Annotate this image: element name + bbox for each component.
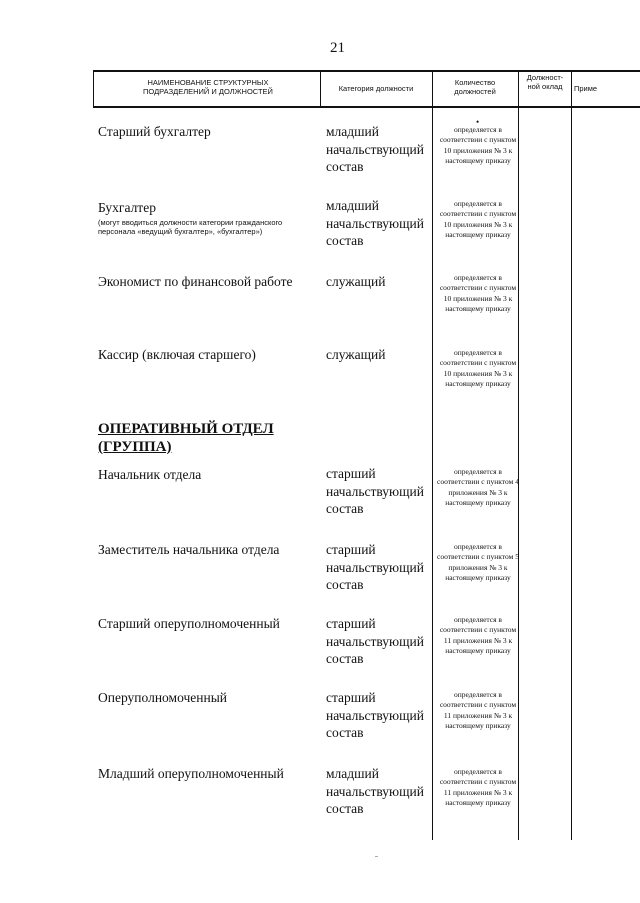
position-name: Старший оперуполномоченный: [98, 616, 280, 631]
position-quantity: определяется в соответствии с пунктом 11 приложения № 3 к настоящему приказу: [439, 690, 517, 730]
header-note: Приме: [574, 84, 598, 93]
position-quantity: определяется в соответствии с пунктом 4 приложения № 3 к настоящему приказу: [437, 467, 519, 507]
position-quantity: определяется в соответствии с пунктом 5 приложения № 3 к настоящему приказу: [437, 542, 519, 582]
position-quantity: определяется в соответствии с пунктом 10 приложения № 3 к настоящему приказу: [439, 125, 517, 165]
header-bottom-border: [93, 106, 640, 108]
position-name: Старший бухгалтер: [98, 124, 211, 139]
position-category: старший начальствующий состав: [326, 690, 424, 740]
header-quantity: Количество должностей: [454, 78, 496, 96]
position-category: старший начальствующий состав: [326, 542, 424, 592]
position-quantity: определяется в соответствии с пунктом 10 приложения № 3 к настоящему приказу: [439, 199, 517, 239]
scan-speck: [375, 856, 378, 857]
page-number: 21: [330, 40, 345, 56]
position-name: Младший оперуполномоченный: [98, 766, 284, 781]
position-name: Заместитель начальника отдела: [98, 542, 280, 557]
position-category: младший начальствующий состав: [326, 766, 424, 816]
position-quantity: определяется в соответствии с пунктом 10 приложения № 3 к настоящему приказу: [439, 348, 517, 388]
position-category: младший начальствующий состав: [326, 198, 424, 248]
position-category: служащий: [326, 347, 386, 362]
position-category: младший начальствующий состав: [326, 124, 424, 174]
position-name: Оперуполномоченный: [98, 690, 228, 705]
header-salary: Должност-ной оклад: [526, 73, 564, 91]
table-top-border: [93, 70, 640, 72]
position-quantity: определяется в соответствии с пунктом 10 приложения № 3 к настоящему приказу: [439, 273, 517, 313]
position-name: Кассир (включая старшего): [98, 347, 256, 362]
position-note: (могут вводиться должности категории гражданского персонала «ведущий бухгалтер», «бухгалтер»): [98, 218, 283, 236]
position-category: старший начальствующий состав: [326, 616, 424, 666]
position-quantity: определяется в соответствии с пунктом 11 приложения № 3 к настоящему приказу: [439, 767, 517, 807]
position-name: Начальник отдела: [98, 467, 202, 482]
position-quantity: определяется в соответствии с пунктом 11 приложения № 3 к настоящему приказу: [439, 615, 517, 655]
col-divider-note: [571, 70, 572, 840]
header-name: НАИМЕНОВАНИЕ СТРУКТУРНЫХ ПОДРАЗДЕЛЕНИЙ И ДОЛЖНОСТЕЙ: [143, 78, 273, 96]
col-divider-category: [320, 70, 321, 108]
position-name: Бухгалтер (могут вводиться должности категории гражданского персонала «ведущий бухгалтер», «бухгалтер»): [98, 199, 313, 236]
section-title: ОПЕРАТИВНЫЙ ОТДЕЛ (ГРУППА): [98, 421, 274, 455]
table-left-border: [93, 70, 94, 108]
position-name: Экономист по финансовой работе: [98, 274, 293, 289]
position-category: старший начальствующий состав: [326, 466, 424, 516]
header-category: Категория должности: [338, 84, 414, 93]
position-category: служащий: [326, 274, 386, 289]
stray-mark: •: [476, 117, 480, 127]
